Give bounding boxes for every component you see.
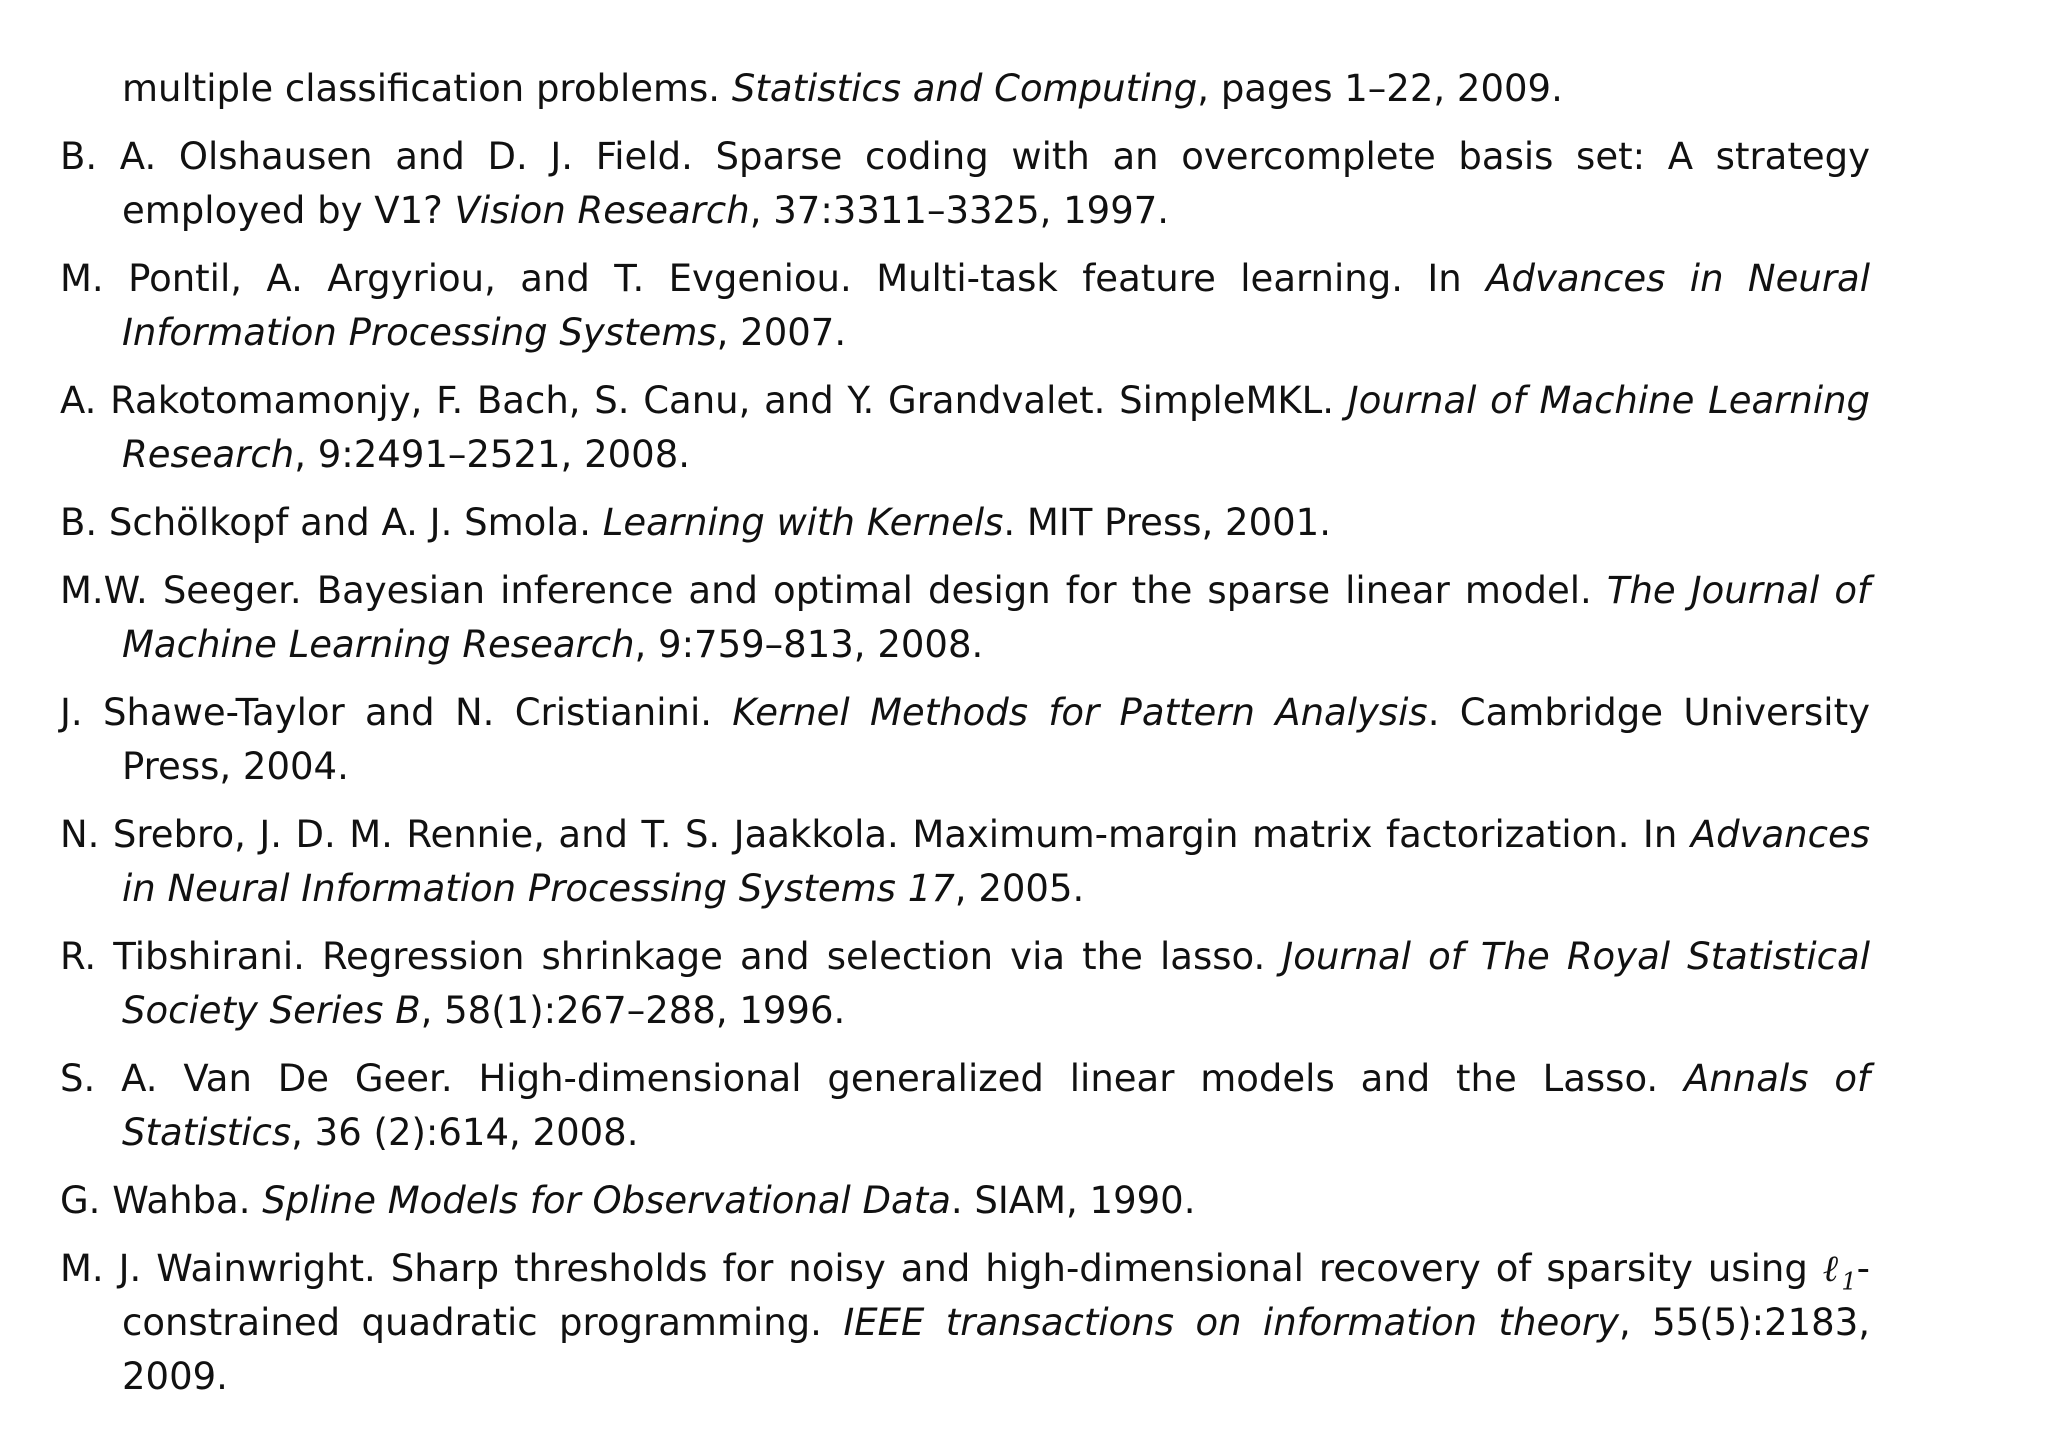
reference-authors: M.W. Seeger. xyxy=(60,569,302,612)
reference-title: Sparse coding with an overcomplete basis set: A strategy employed by V1? xyxy=(122,135,1870,232)
reference-details: , 9:2491–2521, 2008. xyxy=(294,433,691,476)
reference-venue: Annals of Statistics xyxy=(122,1057,1870,1154)
reference-venue: Advances in Neural Information Processing Systems 17 xyxy=(122,813,1870,910)
reference-venue: Spline Models for Observational Data xyxy=(262,1179,951,1222)
ell-subscript: 1 xyxy=(1841,1267,1857,1296)
reference-details: . Cambridge University Press, 2004. xyxy=(122,691,1870,788)
reference-details: . SIAM, 1990. xyxy=(950,1179,1196,1222)
reference-authors: B. Schölkopf and A. J. Smola. xyxy=(60,501,591,544)
reference-details: , 37:3311–3325, 1997. xyxy=(749,189,1170,232)
reference-title: High-dimensional generalized linear models and the Lasso. xyxy=(478,1057,1659,1100)
reference-entry-6 xyxy=(60,686,1870,794)
ell-symbol: ℓ xyxy=(1822,1247,1842,1290)
reference-details: , 9:759–813, 2008. xyxy=(634,623,984,666)
reference-entry-10 xyxy=(60,1174,1870,1228)
reference-entry-1 xyxy=(60,130,1870,238)
reference-venue: The Journal of Machine Learning Research xyxy=(122,569,1871,666)
reference-entry-3 xyxy=(60,374,1870,482)
reference-entry-8 xyxy=(60,930,1870,1038)
reference-title: Multi-task feature learning. In xyxy=(876,257,1462,300)
reference-venue: Vision Research xyxy=(454,189,750,232)
reference-authors: S. A. Van De Geer. xyxy=(60,1057,453,1100)
reference-title: SimpleMKL. xyxy=(1119,379,1335,422)
reference-title: Sharp thresholds for noisy and high-dimensional recovery of sparsity using xyxy=(390,1247,1808,1290)
reference-details: . MIT Press, 2001. xyxy=(1003,501,1331,544)
reference-title: Bayesian inference and optimal design for the sparse linear model. xyxy=(316,569,1592,612)
ell-one-symbol xyxy=(1822,1247,1857,1296)
reference-authors: A. Rakotomamonjy, F. Bach, S. Canu, and Y. Grandvalet. xyxy=(60,379,1106,422)
reference-entry-2 xyxy=(60,252,1870,360)
reference-details: , 2005. xyxy=(954,867,1085,910)
reference-text: multiple classification problems. xyxy=(122,67,721,110)
reference-entry-0 xyxy=(60,62,1870,116)
reference-entry-5 xyxy=(60,564,1870,672)
reference-authors: J. Shawe-Taylor and N. Cristianini. xyxy=(60,691,712,734)
reference-entry-11 xyxy=(60,1242,1870,1404)
reference-entry-7 xyxy=(60,808,1870,916)
reference-venue: Statistics and Computing xyxy=(731,67,1198,110)
reference-authors: G. Wahba. xyxy=(60,1179,251,1222)
reference-details: , 36 (2):614, 2008. xyxy=(291,1111,639,1154)
reference-title-tail: -constrained quadratic programming. xyxy=(122,1247,1870,1344)
reference-venue: Learning with Kernels xyxy=(602,501,1004,544)
reference-venue: Journal of The Royal Statistical Society Series B xyxy=(122,935,1870,1032)
reference-venue: IEEE transactions on information theory xyxy=(843,1301,1619,1344)
reference-details: , pages 1–22, 2009. xyxy=(1197,67,1563,110)
reference-list xyxy=(60,62,1870,1418)
reference-title: Regression shrinkage and selection via the lasso. xyxy=(322,935,1266,978)
reference-entry-9 xyxy=(60,1052,1870,1160)
reference-authors: B. A. Olshausen and D. J. Field. xyxy=(60,135,693,178)
reference-venue: Kernel Methods for Pattern Analysis xyxy=(732,691,1428,734)
reference-authors: M. J. Wainwright. xyxy=(60,1247,376,1290)
reference-details: , 2007. xyxy=(716,311,847,354)
reference-authors: M. Pontil, A. Argyriou, and T. Evgeniou. xyxy=(60,257,852,300)
reference-details: , 55(5):2183, 2009. xyxy=(122,1301,1870,1398)
reference-title: Maximum-margin matrix factorization. In xyxy=(912,813,1678,856)
reference-authors: R. Tibshirani. xyxy=(60,935,305,978)
reference-venue: Advances in Neural Information Processing Systems xyxy=(122,257,1870,354)
reference-venue: Journal of Machine Learning Research xyxy=(122,379,1871,476)
reference-details: , 58(1):267–288, 1996. xyxy=(420,989,846,1032)
reference-authors: N. Srebro, J. D. M. Rennie, and T. S. Jaakkola. xyxy=(60,813,899,856)
reference-entry-4 xyxy=(60,496,1870,550)
